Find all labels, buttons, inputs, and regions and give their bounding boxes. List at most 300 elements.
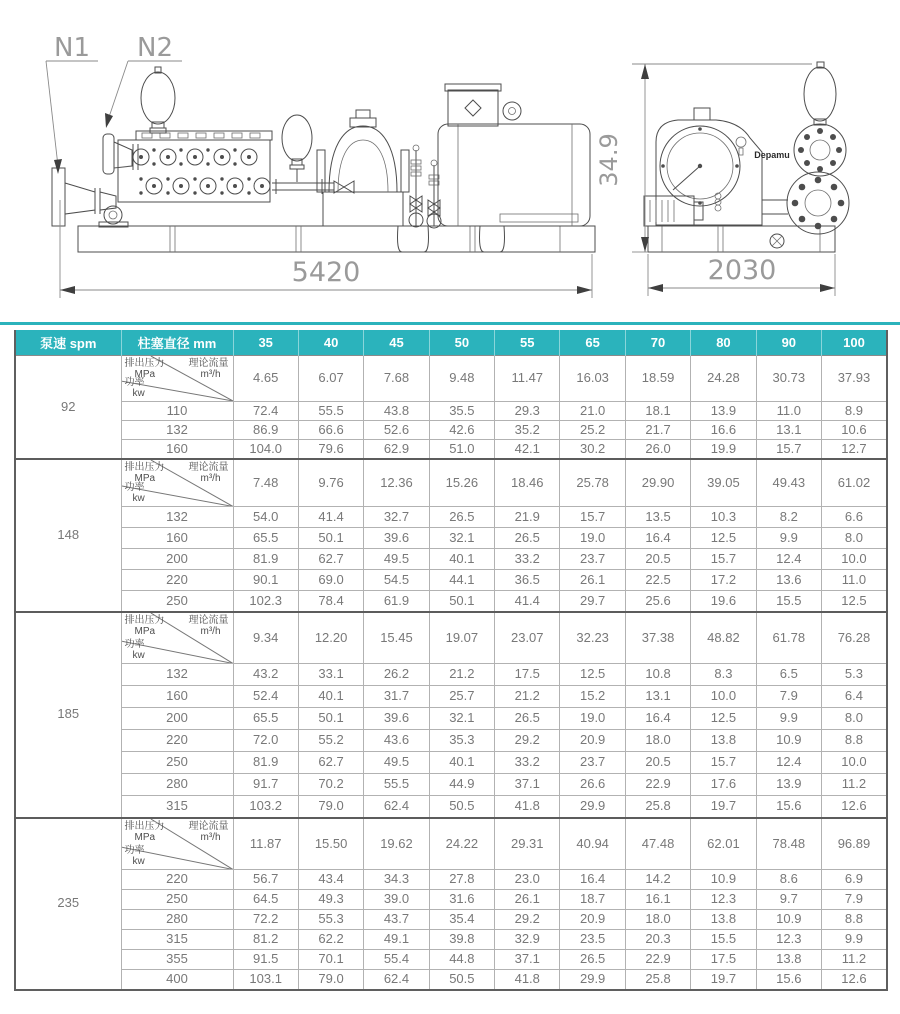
power-cell: 15.7	[691, 752, 756, 774]
power-cell: 62.4	[364, 796, 429, 818]
power-cell: 10.9	[756, 730, 821, 752]
pressure-cell: 315	[121, 930, 233, 950]
corner-diagonal-cell	[122, 460, 233, 507]
power-cell: 25.8	[625, 970, 690, 990]
power-row	[15, 910, 887, 930]
power-cell: 23.5	[560, 930, 625, 950]
motor	[398, 84, 591, 252]
pressure-cell: 132	[121, 664, 233, 686]
corner-flow-label: 理论流量	[188, 820, 229, 832]
corner-flow-label: 理论流量	[188, 358, 229, 369]
power-cell: 39.0	[364, 890, 429, 910]
power-cell: 90.1	[233, 570, 298, 591]
pressure-cell: 110	[121, 402, 233, 421]
col-header-pump-speed: 泵速 spm	[15, 330, 121, 356]
flow-cell: 37.38	[625, 612, 690, 664]
flow-cell: 7.48	[233, 459, 298, 507]
power-cell: 16.4	[625, 708, 690, 730]
speed-cell: 235	[15, 818, 121, 990]
flow-row	[15, 818, 887, 870]
power-cell: 50.1	[429, 591, 494, 612]
power-cell: 54.0	[233, 507, 298, 528]
power-row	[15, 730, 887, 752]
power-cell: 40.1	[298, 686, 363, 708]
power-cell: 25.8	[625, 796, 690, 818]
pressure-cell: 355	[121, 950, 233, 970]
power-cell: 44.1	[429, 570, 494, 591]
side-view	[46, 33, 595, 298]
power-cell: 18.0	[625, 910, 690, 930]
power-cell: 54.5	[364, 570, 429, 591]
power-cell: 81.2	[233, 930, 298, 950]
speed-group-185	[15, 612, 887, 818]
corner-power-label: 功率	[124, 845, 145, 856]
corner-diagonal-cell	[122, 819, 233, 870]
power-cell: 8.3	[691, 664, 756, 686]
power-cell: 13.9	[691, 402, 756, 421]
power-cell: 20.9	[560, 910, 625, 930]
corner-power-unit: kw	[132, 493, 145, 504]
power-cell: 34.3	[364, 870, 429, 890]
corner-pressure-label: 排出压力	[124, 461, 165, 473]
flow-cell: 29.31	[495, 818, 560, 870]
power-cell: 19.7	[691, 796, 756, 818]
power-cell: 35.2	[495, 421, 560, 440]
power-cell: 12.5	[822, 591, 887, 612]
power-cell: 29.7	[560, 591, 625, 612]
power-cell: 26.0	[625, 440, 690, 459]
power-cell: 52.6	[364, 421, 429, 440]
power-cell: 12.4	[756, 549, 821, 570]
power-cell: 52.4	[233, 686, 298, 708]
power-cell: 19.7	[691, 970, 756, 990]
flow-cell: 24.22	[429, 818, 494, 870]
power-cell: 65.5	[233, 528, 298, 549]
power-cell: 79.6	[298, 440, 363, 459]
power-cell: 29.9	[560, 796, 625, 818]
power-cell: 17.2	[691, 570, 756, 591]
corner-diagonal-cell	[122, 356, 233, 401]
power-row	[15, 402, 887, 421]
col-header-diameter-value: 70	[625, 330, 690, 356]
power-cell: 102.3	[233, 591, 298, 612]
power-cell: 23.7	[560, 549, 625, 570]
power-cell: 13.8	[691, 910, 756, 930]
power-cell: 11.0	[822, 570, 887, 591]
power-cell: 21.2	[495, 686, 560, 708]
flow-cell: 78.48	[756, 818, 821, 870]
power-cell: 70.1	[298, 950, 363, 970]
power-cell: 31.7	[364, 686, 429, 708]
suction-flange-assembly	[52, 168, 128, 227]
speed-cell: 148	[15, 459, 121, 612]
flow-cell: 32.23	[560, 612, 625, 664]
power-row	[15, 421, 887, 440]
power-cell: 33.2	[495, 752, 560, 774]
power-cell: 12.6	[822, 796, 887, 818]
accumulator-icon	[141, 67, 175, 133]
valve-covers-lower	[139, 177, 270, 194]
power-cell: 9.9	[822, 930, 887, 950]
power-cell: 91.7	[233, 774, 298, 796]
power-cell: 20.5	[625, 549, 690, 570]
corner-pressure-label: 排出压力	[124, 358, 165, 369]
power-cell: 55.4	[364, 950, 429, 970]
power-cell: 50.5	[429, 796, 494, 818]
pressure-cell: 280	[121, 910, 233, 930]
power-cell: 10.6	[822, 421, 887, 440]
flow-cell: 29.90	[625, 459, 690, 507]
power-cell: 49.5	[364, 549, 429, 570]
power-cell: 22.9	[625, 774, 690, 796]
power-cell: 17.5	[495, 664, 560, 686]
power-cell: 9.9	[756, 528, 821, 549]
power-cell: 13.5	[625, 507, 690, 528]
power-cell: 37.1	[495, 950, 560, 970]
power-cell: 41.4	[495, 591, 560, 612]
end-motor	[644, 196, 703, 226]
power-cell: 14.2	[625, 870, 690, 890]
power-row	[15, 970, 887, 990]
power-cell: 15.5	[691, 930, 756, 950]
flow-cell: 16.03	[560, 356, 625, 402]
power-cell: 62.2	[298, 930, 363, 950]
power-cell: 32.9	[495, 930, 560, 950]
corner-flow-unit: m³/h	[200, 369, 221, 380]
power-cell: 79.0	[298, 796, 363, 818]
flow-cell: 18.59	[625, 356, 690, 402]
power-cell: 27.8	[429, 870, 494, 890]
power-cell: 25.2	[560, 421, 625, 440]
flow-cell: 25.78	[560, 459, 625, 507]
power-cell: 7.9	[822, 890, 887, 910]
power-cell: 40.1	[429, 549, 494, 570]
flow-cell: 49.43	[756, 459, 821, 507]
power-cell: 15.7	[756, 440, 821, 459]
power-cell: 50.5	[429, 970, 494, 990]
power-cell: 26.5	[560, 950, 625, 970]
corner-diagonal-cell	[122, 613, 233, 664]
power-row	[15, 870, 887, 890]
power-cell: 32.1	[429, 528, 494, 549]
power-cell: 6.9	[822, 870, 887, 890]
end-view	[595, 62, 849, 296]
col-header-diameter-value: 50	[429, 330, 494, 356]
n1-text: N1	[54, 33, 90, 63]
pressure-cell: 220	[121, 730, 233, 752]
power-cell: 12.5	[691, 708, 756, 730]
power-cell: 50.1	[298, 528, 363, 549]
accent-rule	[0, 322, 900, 325]
flow-cell: 4.65	[233, 356, 298, 402]
table-header	[15, 330, 887, 356]
power-cell: 43.4	[298, 870, 363, 890]
spec-table	[14, 330, 888, 991]
power-cell: 11.0	[756, 402, 821, 421]
power-cell: 21.7	[625, 421, 690, 440]
power-cell: 25.7	[429, 686, 494, 708]
power-cell: 42.1	[495, 440, 560, 459]
power-cell: 5.3	[822, 664, 887, 686]
power-cell: 19.6	[691, 591, 756, 612]
pressure-cell: 250	[121, 752, 233, 774]
power-cell: 12.5	[691, 528, 756, 549]
power-cell: 26.1	[495, 890, 560, 910]
power-cell: 50.1	[298, 708, 363, 730]
power-cell: 20.9	[560, 730, 625, 752]
speed-cell: 92	[15, 356, 121, 459]
power-cell: 8.9	[822, 402, 887, 421]
flow-cell: 62.01	[691, 818, 756, 870]
power-cell: 8.8	[822, 910, 887, 930]
power-cell: 33.1	[298, 664, 363, 686]
corner-cell	[121, 459, 233, 507]
corner-pressure-unit: MPa	[134, 831, 156, 843]
valve-covers-upper	[133, 148, 257, 165]
pressure-cell: 132	[121, 507, 233, 528]
corner-power-unit: kw	[132, 650, 145, 661]
flow-cell: 11.47	[495, 356, 560, 402]
power-cell: 7.9	[756, 686, 821, 708]
n1-label	[46, 33, 98, 174]
power-cell: 15.6	[756, 970, 821, 990]
corner-flow-unit: m³/h	[200, 625, 221, 637]
power-cell: 49.3	[298, 890, 363, 910]
power-cell: 20.5	[625, 752, 690, 774]
power-cell: 12.5	[560, 664, 625, 686]
power-row	[15, 752, 887, 774]
power-cell: 26.5	[429, 507, 494, 528]
col-header-diameter-value: 40	[298, 330, 363, 356]
power-row	[15, 708, 887, 730]
flow-cell: 76.28	[822, 612, 887, 664]
power-cell: 26.6	[560, 774, 625, 796]
power-cell: 15.7	[560, 507, 625, 528]
power-cell: 78.4	[298, 591, 363, 612]
col-header-diameter-value: 45	[364, 330, 429, 356]
power-cell: 30.2	[560, 440, 625, 459]
length-dimension-text: 5420	[291, 257, 361, 288]
end-baseplate	[648, 226, 835, 252]
power-cell: 51.0	[429, 440, 494, 459]
col-header-plunger-diameter: 柱塞直径 mm	[121, 330, 233, 356]
corner-cell	[121, 356, 233, 402]
power-cell: 15.7	[691, 549, 756, 570]
flow-cell: 18.46	[495, 459, 560, 507]
power-cell: 12.4	[756, 752, 821, 774]
power-row	[15, 440, 887, 459]
power-cell: 21.9	[495, 507, 560, 528]
power-cell: 55.2	[298, 730, 363, 752]
flow-cell: 61.02	[822, 459, 887, 507]
height-dimension-text: 34.9	[595, 133, 623, 187]
power-cell: 41.4	[298, 507, 363, 528]
power-cell: 39.8	[429, 930, 494, 950]
power-cell: 43.6	[364, 730, 429, 752]
power-cell: 72.0	[233, 730, 298, 752]
power-cell: 8.2	[756, 507, 821, 528]
flow-cell: 7.68	[364, 356, 429, 402]
flow-cell: 15.26	[429, 459, 494, 507]
power-cell: 41.8	[495, 970, 560, 990]
power-cell: 19.0	[560, 708, 625, 730]
flow-cell: 15.45	[364, 612, 429, 664]
power-cell: 17.6	[691, 774, 756, 796]
pressure-cell: 200	[121, 708, 233, 730]
flow-cell: 23.07	[495, 612, 560, 664]
power-cell: 66.6	[298, 421, 363, 440]
power-cell: 37.1	[495, 774, 560, 796]
power-cell: 23.0	[495, 870, 560, 890]
power-cell: 13.8	[756, 950, 821, 970]
power-cell: 36.5	[495, 570, 560, 591]
power-cell: 12.7	[822, 440, 887, 459]
power-cell: 22.9	[625, 950, 690, 970]
flow-cell: 15.50	[298, 818, 363, 870]
discharge-accumulator-icon	[272, 115, 354, 194]
flow-cell: 19.62	[364, 818, 429, 870]
col-header-diameter-value: 100	[822, 330, 887, 356]
power-cell: 15.5	[756, 591, 821, 612]
end-housing	[656, 108, 788, 225]
power-cell: 16.4	[560, 870, 625, 890]
power-cell: 35.5	[429, 402, 494, 421]
power-row	[15, 796, 887, 818]
power-cell: 10.3	[691, 507, 756, 528]
flow-cell: 12.20	[298, 612, 363, 664]
power-cell: 49.1	[364, 930, 429, 950]
power-cell: 55.3	[298, 910, 363, 930]
flow-row	[15, 459, 887, 507]
power-cell: 86.9	[233, 421, 298, 440]
power-cell: 10.9	[691, 870, 756, 890]
power-cell: 32.7	[364, 507, 429, 528]
fluid-end	[118, 131, 272, 202]
flow-row	[15, 612, 887, 664]
corner-pressure-label: 排出压力	[124, 614, 165, 626]
power-cell: 18.0	[625, 730, 690, 752]
power-cell: 44.9	[429, 774, 494, 796]
power-cell: 29.3	[495, 402, 560, 421]
pump-technical-drawing	[0, 0, 900, 318]
power-cell: 69.0	[298, 570, 363, 591]
power-cell: 23.7	[560, 752, 625, 774]
power-cell: 62.9	[364, 440, 429, 459]
table-header-row	[15, 330, 887, 356]
power-cell: 39.6	[364, 708, 429, 730]
flow-cell: 61.78	[756, 612, 821, 664]
corner-flow-unit: m³/h	[200, 831, 221, 843]
flow-cell: 48.82	[691, 612, 756, 664]
corner-power-label: 功率	[124, 482, 145, 493]
power-cell: 10.8	[625, 664, 690, 686]
power-row	[15, 774, 887, 796]
corner-pressure-unit: MPa	[134, 369, 156, 380]
flow-cell: 30.73	[756, 356, 821, 402]
power-cell: 104.0	[233, 440, 298, 459]
power-cell: 11.2	[822, 774, 887, 796]
power-cell: 35.4	[429, 910, 494, 930]
flow-cell: 12.36	[364, 459, 429, 507]
speed-group-148	[15, 459, 887, 612]
pressure-cell: 200	[121, 549, 233, 570]
power-cell: 26.2	[364, 664, 429, 686]
col-header-diameter-value: 80	[691, 330, 756, 356]
power-cell: 29.2	[495, 730, 560, 752]
pressure-cell: 280	[121, 774, 233, 796]
valve-stands	[409, 145, 441, 228]
power-cell: 65.5	[233, 708, 298, 730]
corner-cell	[121, 818, 233, 870]
corner-pressure-unit: MPa	[134, 625, 156, 637]
power-cell: 91.5	[233, 950, 298, 970]
power-cell: 6.6	[822, 507, 887, 528]
power-row	[15, 528, 887, 549]
power-cell: 21.0	[560, 402, 625, 421]
corner-flow-label: 理论流量	[188, 614, 229, 626]
power-cell: 10.0	[691, 686, 756, 708]
flow-cell: 47.48	[625, 818, 690, 870]
n2-text: N2	[137, 33, 173, 63]
power-cell: 26.5	[495, 528, 560, 549]
power-cell: 33.2	[495, 549, 560, 570]
pressure-cell: 220	[121, 570, 233, 591]
power-cell: 72.4	[233, 402, 298, 421]
power-cell: 6.4	[822, 686, 887, 708]
power-cell: 43.8	[364, 402, 429, 421]
power-cell: 41.8	[495, 796, 560, 818]
power-cell: 8.6	[756, 870, 821, 890]
brand-text: Depamu	[754, 150, 790, 160]
power-cell: 9.7	[756, 890, 821, 910]
power-row	[15, 549, 887, 570]
pressure-cell: 250	[121, 890, 233, 910]
pressure-cell: 160	[121, 440, 233, 459]
flow-cell: 96.89	[822, 818, 887, 870]
power-cell: 21.2	[429, 664, 494, 686]
col-header-diameter-value: 90	[756, 330, 821, 356]
corner-pressure-label: 排出压力	[124, 820, 165, 832]
power-cell: 62.7	[298, 549, 363, 570]
power-cell: 35.3	[429, 730, 494, 752]
power-cell: 81.9	[233, 549, 298, 570]
power-cell: 72.2	[233, 910, 298, 930]
speed-cell: 185	[15, 612, 121, 818]
pressure-cell: 160	[121, 528, 233, 549]
flow-cell: 9.76	[298, 459, 363, 507]
power-cell: 8.8	[822, 730, 887, 752]
power-row	[15, 930, 887, 950]
power-cell: 64.5	[233, 890, 298, 910]
power-cell: 13.8	[691, 730, 756, 752]
power-row	[15, 686, 887, 708]
power-row	[15, 890, 887, 910]
power-cell: 61.9	[364, 591, 429, 612]
power-cell: 11.2	[822, 950, 887, 970]
power-cell: 16.6	[691, 421, 756, 440]
pressure-cell: 160	[121, 686, 233, 708]
power-cell: 16.4	[625, 528, 690, 549]
power-cell: 103.2	[233, 796, 298, 818]
power-row	[15, 950, 887, 970]
power-cell: 22.5	[625, 570, 690, 591]
speed-group-92	[15, 356, 887, 459]
pressure-cell: 250	[121, 591, 233, 612]
corner-power-unit: kw	[132, 388, 145, 399]
corner-power-unit: kw	[132, 856, 145, 867]
power-cell: 10.0	[822, 752, 887, 774]
corner-flow-label: 理论流量	[188, 461, 229, 473]
